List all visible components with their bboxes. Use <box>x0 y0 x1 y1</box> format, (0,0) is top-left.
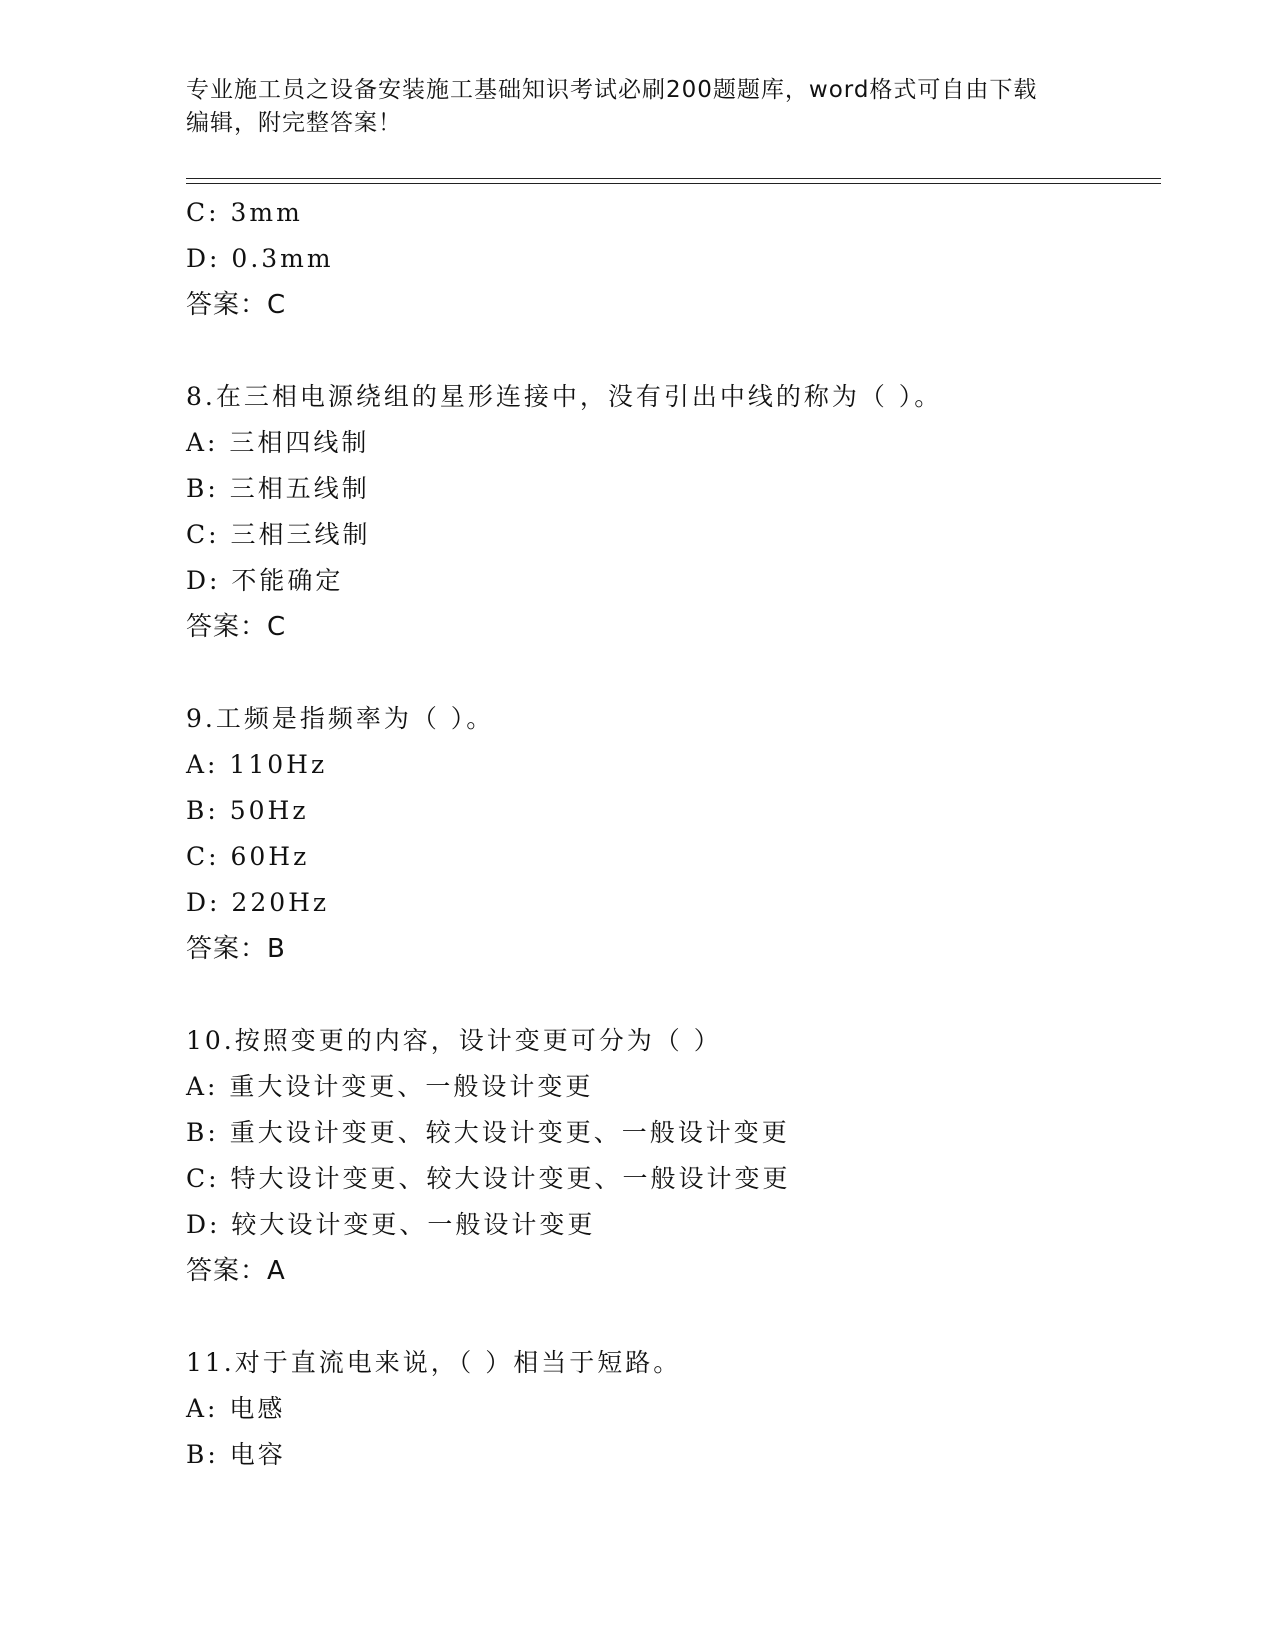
option-b: B: 50Hz <box>186 796 309 825</box>
option-a: A: 重大设计变更、一般设计变更 <box>186 1072 594 1101</box>
header-divider-top <box>186 178 1161 179</box>
option-d: D: 较大设计变更、一般设计变更 <box>186 1210 596 1239</box>
header-divider-bottom <box>186 183 1161 184</box>
answer-line: 答案：C <box>186 612 287 642</box>
option-b: B: 三相五线制 <box>186 474 370 503</box>
option-c: C: 三相三线制 <box>186 520 371 549</box>
option-d: D: 220Hz <box>186 888 330 917</box>
option-b: B: 电容 <box>186 1440 286 1469</box>
option-b: B: 重大设计变更、较大设计变更、一般设计变更 <box>186 1118 790 1147</box>
question-stem: 8.在三相电源绕组的星形连接中，没有引出中线的称为（ ）。 <box>186 382 943 411</box>
header-title-line-1: 专业施工员之设备安装施工基础知识考试必刷200题题库，word格式可自由下载 <box>186 77 1038 103</box>
document-header <box>186 74 1086 140</box>
option-d: D: 不能确定 <box>186 566 344 595</box>
question-9 <box>186 696 1161 972</box>
answer-line: 答案：C <box>186 290 287 320</box>
spacer <box>186 650 1161 696</box>
question-10 <box>186 1018 1161 1294</box>
option-c: C: 3mm <box>186 198 303 227</box>
question-content <box>186 190 1161 1478</box>
answer-line: 答案：B <box>186 934 286 964</box>
question-8 <box>186 374 1161 650</box>
question-7-continuation <box>186 190 1161 328</box>
spacer <box>186 1294 1161 1340</box>
option-a: A: 三相四线制 <box>186 428 370 457</box>
option-a: A: 110Hz <box>186 750 328 779</box>
option-c: C: 特大设计变更、较大设计变更、一般设计变更 <box>186 1164 791 1193</box>
question-stem: 10.按照变更的内容，设计变更可分为（ ） <box>186 1026 722 1055</box>
answer-line: 答案：A <box>186 1256 286 1286</box>
header-title-line-2: 编辑，附完整答案！ <box>186 110 402 136</box>
spacer <box>186 328 1161 374</box>
question-stem: 9.工频是指频率为（ ）。 <box>186 704 495 733</box>
option-c: C: 60Hz <box>186 842 310 871</box>
question-11 <box>186 1340 1161 1478</box>
question-stem: 11.对于直流电来说，（ ）相当于短路。 <box>186 1348 682 1377</box>
spacer <box>186 972 1161 1018</box>
option-a: A: 电感 <box>186 1394 286 1423</box>
option-d: D: 0.3mm <box>186 244 334 273</box>
